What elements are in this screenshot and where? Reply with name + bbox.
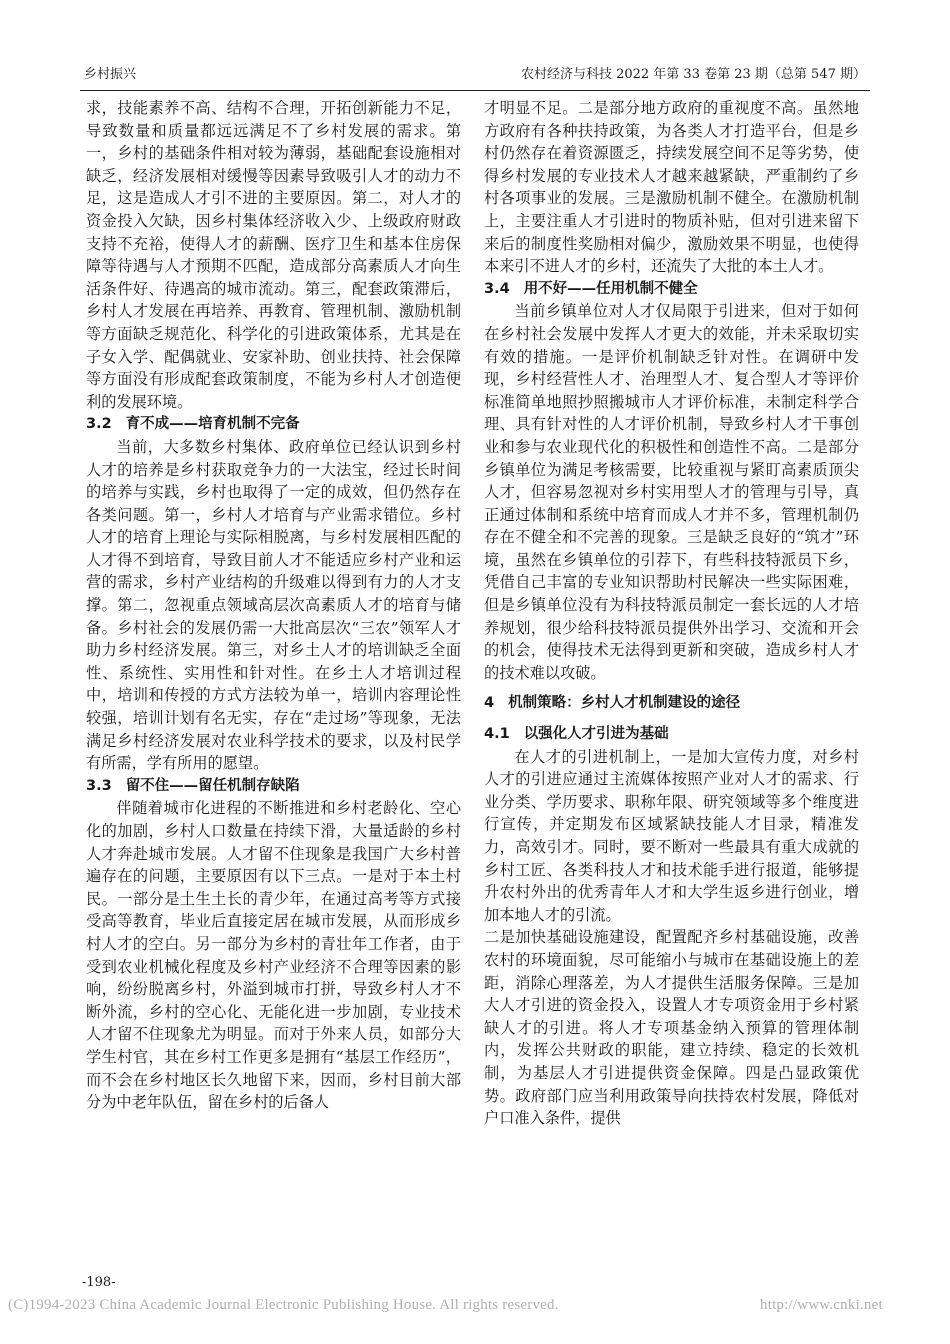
paragraph: 才明显不足。二是部分地方政府的重视度不高。虽然地方政府有各种扶持政策，为各类人才打造平台，但是乡村仍然存在着资源匮乏，持续发展空间不足等劣势，使得乡村发展的专业技术人才越来越紧缺，严重制约了乡村各项事业的发展。三是激励机制不健全。在激励机制上，主要注重人才引进时的物质补贴，但对引进来留下来后的制度性奖励相对偏少，激励效果不明显，也使得本来引不进人才的乡村，还流失了大批的本土人才。: [484, 99, 859, 276]
section-title: 用不好——任用机制不健全: [523, 280, 698, 297]
right-column: [484, 97, 859, 1130]
section-title: 机制策略：乡村人才机制建设的途径: [508, 695, 741, 712]
paragraph: 二是加快基础设施建设，配置配齐乡村基础设施，改善农村的环境面貌，尽可能缩小与城市在基础设施上的差距，消除心理落差，为人才提供生活服务保障。三是加大人才引进的资金投入，设置人才专项资金用于乡村紧缺人才的引进。将人才专项基金纳入预算的管理体制内，发挥公共财政的职能，建立持续、稳定的长效机制，为基层人才引进提供资金保障。四是凸显政策优势。政府部门应当利用政策导向扶持农村发展，降低对户口准入条件，提供: [484, 928, 859, 1128]
copyright-text: (C)1994-2023 China Academic Journal Electronic Publishing House. All rights reserved.: [8, 1297, 559, 1313]
section-title: 育不成——培育机制不完备: [125, 416, 300, 433]
section-heading-3-2: [86, 413, 461, 436]
header-rule: [80, 90, 870, 91]
section-title: 留不住——留任机制存缺陷: [125, 777, 300, 794]
paragraph: 在人才的引进机制上，一是加大宣传力度，对乡村人才的引进应通过主流媒体按照产业对人才的需求、行业分类、学历要求、职称年限、研究领域等多个维度进行宣传，并定期发布区域紧缺技能人才目录，精准发力，高效引才。同时，要不断对一些最具有重大成就的乡村工匠、各类科技人才和技术能手进行报道，能够提升农村外出的优秀青年人才和大学生返乡进行创业，增加本地人才的引流。: [484, 747, 859, 924]
paragraph: 求，技能素养不高、结构不合理，开拓创新能力不足，导致数量和质量都远远满足不了乡村发展的需求。第一，乡村的基础条件相对较为薄弱，基础配套设施相对缺乏，经济发展相对缓慢等因素导致吸引人才的动力不足，这是造成人才引不进的主要原因。第二，对人才的资金投入欠缺，因乡村集体经济收入少、上级政府财政支持不充裕，使得人才的薪酬、医疗卫生和基本住房保障等待遇与人才预期不匹配，造成部分高素质人才向生活条件好、待遇高的城市流动。第三，配套政策滞后，乡村人才发展在再培养、再教育、管理机制、激励机制等方面缺乏规范化、科学化的引进政策体系，尤其是在子女入学、配偶就业、安家补助、创业扶持、社会保障等方面没有形成配套政策制度，不能为乡村人才创造便利的发展环境。: [86, 99, 461, 411]
paragraph: 当前，大多数乡村集体、政府单位已经认识到乡村人才的培养是乡村获取竞争力的一大法宝，经过长时间的培养与实践，乡村也取得了一定的成效，但仍然存在各类问题。第一，乡村人才培育与产业需求错位。乡村人才的培育上理论与实际相脱离，与乡村发展相匹配的人才得不到培育，导致目前人才不能适应乡村产业和运营的需求，乡村产业结构的升级难以得到有力的人才支撑。第二，忽视重点领域高层次高素质人才的培育与储备。乡村社会的发展仍需一大批高层次“三农”领军人才助力乡村经济发展。第三，对乡土人才的培训缺乏全面性、系统性、实用性和针对性。在乡土人才培训过程中，培训和传授的方式方法较为单一，培训内容理论性较强，培训计划有名无实，存在“走过场”等现象，无法满足乡村经济发展对农业科学技术的要求，以及村民学有所需，学有所用的愿望。: [86, 437, 461, 773]
copyright-footer: [8, 1297, 948, 1314]
section-number: 3.2: [86, 416, 112, 433]
running-header: [80, 62, 870, 88]
header-journal: 农村经济与科技 2022 年第 33 卷第 23 期（总第 547 期）: [520, 67, 866, 82]
section-number: 3.4: [484, 280, 510, 297]
section-number: 3.3: [86, 777, 112, 794]
site-link[interactable]: http://www.cnki.net: [760, 1297, 883, 1313]
section-heading-4: [484, 692, 859, 715]
left-column: [86, 97, 461, 1114]
section-number: 4.1: [484, 726, 510, 743]
paragraph: 伴随着城市化进程的不断推进和乡村老龄化、空心化的加剧，乡村人口数量在持续下滑，大量适龄的乡村人才奔赴城市发展。人才留不住现象是我国广大乡村普遍存在的问题，主要原因有以下三点。一是对于本土村民。一部分是土生土长的青少年，在通过高考等方式接受高等教育，毕业后直接定居在城市发展，从而形成乡村人才的空白。另一部分为乡村的青壮年工作者，由于受到农业机械化程度及乡村产业经济不合理等因素的影响，纷纷脱离乡村，外溢到城市打拼，导致乡村人才不断外流，乡村的空心化、无能化进一步加剧，专业技术人才留不住现象尤为明显。而对于外来人员，如部分大学生村官，其在乡村工作更多是拥有“基层工作经历”，而不会在乡村地区长久地留下来，因而，乡村目前大部分为中老年队伍，留在乡村的后备人: [86, 799, 461, 1112]
section-number: 4: [484, 695, 495, 712]
paragraph: 当前乡镇单位对人才仅局限于引进来，但对于如何在乡村社会发展中发挥人才更大的效能，并未采取切实有效的措施。一是评价机制缺乏针对性。在调研中发现，乡村经营性人才、治理型人才、复合型人才等评价标准简单地照抄照搬城市人才评价标准，未制定科学合理、具有针对性的人才评价机制，导致乡村人才干事创业和参与农业现代化的积极性和创造性不高。二是部分乡镇单位为满足考核需要，比较重视与紧盯高素质顶尖人才，但容易忽视对乡村实用型人才的管理与引导，真正通过体制和系统中培育而成人才并不多，管理机制仍存在不健全和不完善的现象。三是缺乏良好的“筑才”环境，虽然在乡镇单位的引荐下，有些科技特派员下乡，凭借自己丰富的专业知识帮助村民解决一些实际困难，但是乡镇单位没有为科技特派员制定一套长远的人才培养规划，很少给科技特派员提供外出学习、交流和开会的机会，使得技术无法得到更新和突破，造成乡村人才的技术难以攻破。: [484, 302, 859, 682]
section-heading-3-3: [86, 775, 461, 798]
header-section: 乡村振兴: [84, 67, 137, 82]
page-number: -198-: [82, 1275, 116, 1290]
section-title: 以强化人才引进为基础: [523, 726, 669, 743]
section-heading-4-1: [484, 723, 859, 746]
section-heading-3-4: [484, 278, 859, 301]
